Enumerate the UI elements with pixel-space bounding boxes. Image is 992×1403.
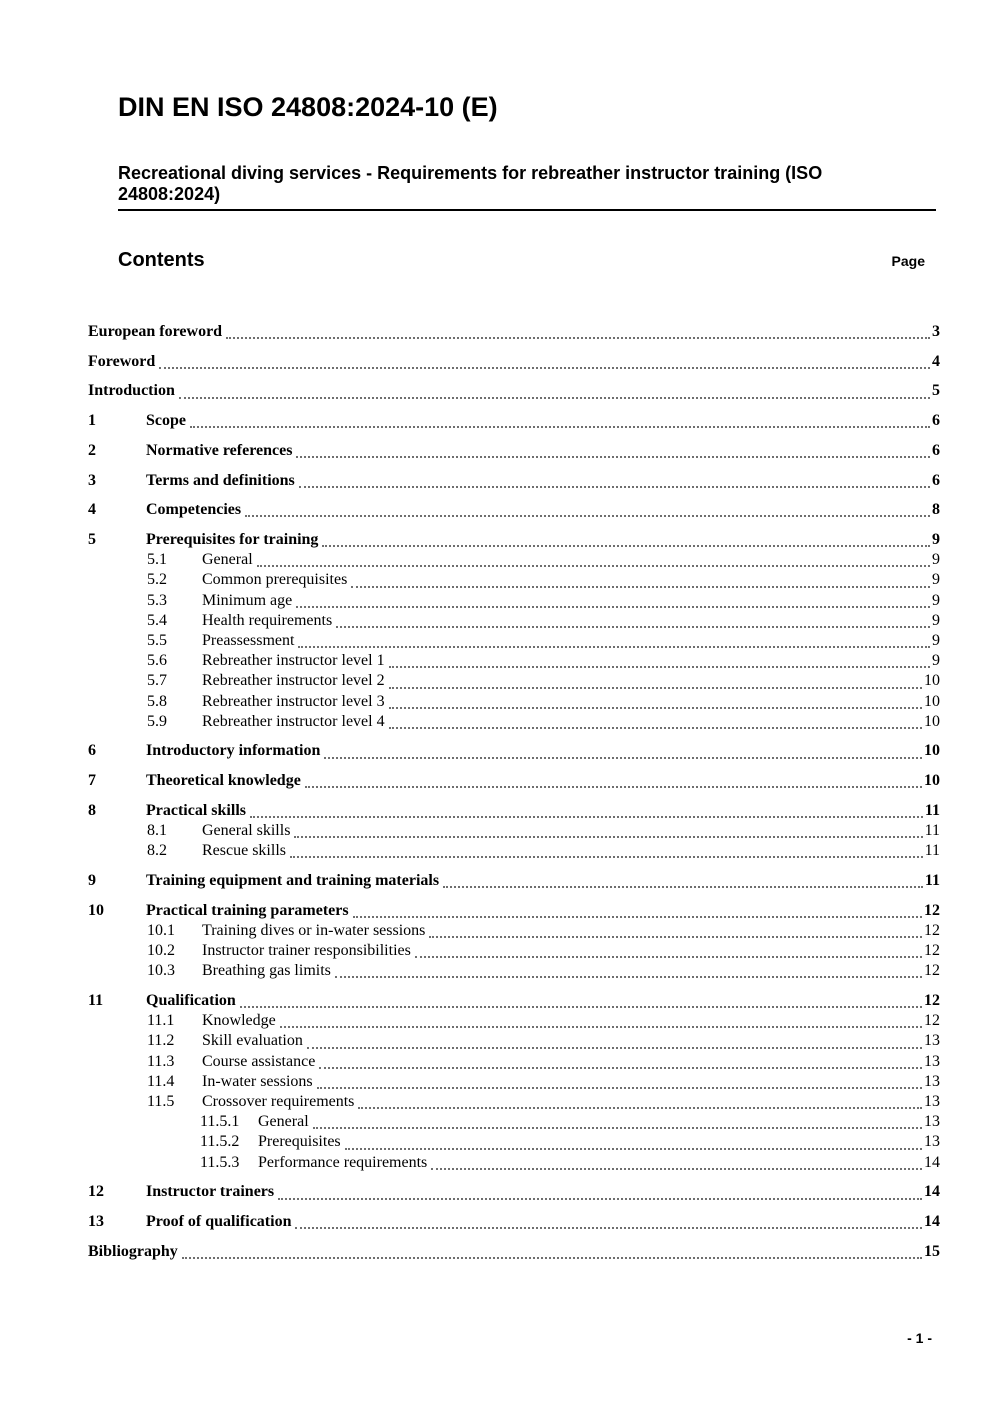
toc-entry: [88, 591, 940, 611]
toc-entry-title: Instructor trainers: [146, 1183, 275, 1201]
toc-entry-page: 10: [924, 712, 940, 730]
toc-entry-page: 13: [924, 1093, 940, 1110]
toc-entry-number: 5.7: [147, 672, 167, 690]
toc-entry-title: Normative references: [146, 441, 293, 459]
toc-entry-number: 5.6: [147, 652, 167, 670]
toc-entry-title: In-water sessions: [202, 1072, 313, 1090]
toc-entry-number: 11.5.1: [200, 1113, 240, 1131]
toc-entry: [88, 530, 940, 550]
toc-entry-title: Qualification: [146, 991, 236, 1009]
toc-entry-number: 5.9: [147, 712, 167, 730]
toc-entry-title: General: [202, 551, 253, 569]
toc-entry-page: 11: [924, 822, 940, 840]
toc-entry-title: Introduction: [88, 382, 175, 400]
toc-entry: [88, 1242, 940, 1262]
toc-entry-title: General: [258, 1113, 309, 1131]
toc-entry-title: Instructor trainer responsibilities: [202, 942, 411, 960]
toc-entry: [88, 441, 940, 461]
toc-entry-page: 12: [924, 921, 940, 939]
toc-entry-number: 2: [88, 441, 96, 459]
toc-entry-page: 6: [932, 412, 940, 430]
toc-entry-dot-leader: [431, 1168, 922, 1170]
toc-entry-page: 13: [924, 1113, 940, 1131]
toc-entry-dot-leader: [335, 976, 922, 978]
toc-entry-page: 6: [932, 471, 940, 489]
toc-entry-title: Course assistance: [202, 1052, 316, 1070]
toc-entry: [88, 821, 940, 841]
toc-entry-title: Prerequisites: [258, 1133, 341, 1151]
toc-entry-page: 6: [932, 441, 940, 459]
toc-entry: [88, 570, 940, 590]
toc-entry: [88, 692, 940, 712]
toc-entry-number: 3: [88, 471, 96, 489]
toc-entry-dot-leader: [345, 1148, 922, 1150]
toc-entry: [88, 1031, 940, 1051]
toc-entry-title: Minimum age: [202, 591, 293, 609]
toc-entry-page: 9: [932, 530, 940, 548]
toc-entry-page: 9: [932, 571, 940, 589]
toc-entry-dot-leader: [245, 515, 930, 517]
toc-entry-dot-leader: [290, 856, 923, 858]
toc-entry: [88, 921, 940, 941]
toc-entry-page: 12: [924, 942, 940, 960]
toc-entry-title: Foreword: [88, 352, 156, 370]
toc-entry-title: Breathing gas limits: [202, 962, 331, 980]
toc-entry-page: 10: [924, 672, 940, 690]
toc-entry: [88, 322, 940, 342]
page-number-footer: - 1 -: [907, 1330, 932, 1346]
toc-entry-dot-leader: [443, 886, 923, 888]
toc-entry-number: 5.4: [147, 611, 167, 629]
toc-entry-title: European foreword: [88, 323, 223, 340]
toc-entry-page: 9: [932, 591, 940, 609]
toc-entry-title: Introductory information: [146, 742, 321, 760]
toc-entry: [88, 1052, 940, 1072]
toc-entry-number: 5.5: [147, 631, 167, 649]
toc-entry-page: 12: [924, 1012, 940, 1030]
document-id-heading: DIN EN ISO 24808:2024-10 (E): [118, 92, 498, 122]
toc-entry-title: Knowledge: [202, 1012, 276, 1030]
toc-entry-page: 14: [924, 1183, 940, 1201]
toc-entry-title: Health requirements: [202, 611, 333, 629]
toc-entry-dot-leader: [296, 606, 930, 608]
toc-entry-page: 8: [932, 501, 940, 519]
toc-entry: [88, 500, 940, 520]
toc-entry-title: Practical training parameters: [146, 901, 349, 919]
toc-entry-dot-leader: [389, 707, 922, 709]
toc-entry-dot-leader: [294, 836, 922, 838]
toc-entry-number: 10.1: [147, 921, 175, 939]
toc-entry: [88, 611, 940, 631]
toc-entry: [88, 550, 940, 570]
toc-entry-title: Skill evaluation: [202, 1032, 303, 1050]
toc-entry: [88, 871, 940, 891]
toc-entry: [88, 1153, 940, 1173]
toc-entry-number: 13: [88, 1213, 104, 1231]
toc-entry-number: 10.3: [147, 962, 175, 980]
toc-entry-title: Rescue skills: [202, 842, 286, 860]
contents-heading: Contents: [118, 249, 205, 271]
toc-entry: [88, 1182, 940, 1202]
doc-title-line2: 24808:2024): [118, 183, 221, 204]
toc-entry-dot-leader: [298, 646, 930, 648]
toc-entry-page: 12: [924, 901, 940, 919]
toc-entry-dot-leader: [389, 666, 930, 668]
toc-entry-title: Preassessment: [202, 631, 295, 649]
toc-entry-title: Prerequisites for training: [146, 530, 319, 548]
toc-entry-title: Training equipment and training materials: [146, 871, 440, 889]
toc-entry: [88, 671, 940, 691]
toc-entry: [88, 631, 940, 651]
toc-entry: [88, 1112, 940, 1132]
toc-entry-dot-leader: [317, 1087, 922, 1089]
toc-entry-page: 14: [924, 1213, 940, 1231]
toc-entry: [88, 801, 940, 821]
toc-entry-page: 11: [924, 842, 940, 860]
toc-entry-page: 10: [924, 742, 940, 760]
toc-entry-page: 9: [932, 652, 940, 670]
toc-entry-page: 15: [924, 1242, 940, 1260]
toc-entry-number: 10: [88, 901, 104, 919]
toc-entry-number: 5.2: [147, 571, 167, 589]
toc-entry-title: Rebreather instructor level 4: [202, 712, 385, 730]
toc-entry-number: 5: [88, 530, 96, 548]
toc-entry-page: 11: [924, 801, 940, 819]
doc-title: [118, 163, 936, 211]
toc-entry: [88, 471, 940, 491]
toc-entry-dot-leader: [159, 367, 930, 369]
toc-entry-page: 11: [924, 871, 940, 889]
toc-entry-page: 10: [924, 692, 940, 710]
toc-entry-dot-leader: [389, 687, 922, 689]
toc-entry-number: 6: [88, 742, 96, 760]
toc-entry: [88, 961, 940, 981]
toc-entry-number: 9: [88, 871, 96, 889]
toc-entry-number: 8.1: [147, 822, 167, 840]
toc-entry-number: 11.5.2: [200, 1133, 240, 1151]
toc-entry-number: 11.1: [147, 1012, 175, 1030]
toc-entry-dot-leader: [305, 786, 922, 788]
toc-entry-number: 11.2: [147, 1032, 175, 1050]
toc-entry-title: Training dives or in-water sessions: [202, 921, 426, 939]
toc-entry-dot-leader: [226, 337, 930, 339]
toc-entry-page: 13: [924, 1133, 940, 1151]
toc-entry-dot-leader: [313, 1127, 922, 1129]
toc-list: [88, 322, 940, 1262]
toc-entry-title: Terms and definitions: [146, 471, 295, 489]
toc-entry-title: Performance requirements: [258, 1153, 428, 1171]
toc-entry: [88, 991, 940, 1011]
toc-entry-dot-leader: [336, 626, 930, 628]
toc-entry-title: Theoretical knowledge: [146, 772, 301, 790]
toc-entry-dot-leader: [429, 936, 922, 938]
toc-entry-page: 4: [932, 352, 940, 370]
toc-entry-dot-leader: [322, 545, 930, 547]
toc-entry: [88, 941, 940, 961]
toc-entry-title: Rebreather instructor level 2: [202, 672, 385, 690]
toc-entry-title: Common prerequisites: [202, 571, 348, 589]
toc-entry: [88, 651, 940, 671]
toc-entry: [88, 352, 940, 372]
toc-entry-page: 9: [932, 611, 940, 629]
toc-entry: [88, 901, 940, 921]
toc-entry-page: 10: [924, 772, 940, 790]
toc-entry-page: 9: [932, 551, 940, 569]
toc-entry-dot-leader: [351, 586, 930, 588]
toc-entry-title: Rebreather instructor level 3: [202, 692, 385, 710]
contents-header: [118, 247, 925, 273]
toc-entry-page: 5: [932, 382, 940, 400]
toc-entry-page: 9: [932, 631, 940, 649]
toc-entry-dot-leader: [278, 1198, 922, 1200]
toc-entry-dot-leader: [307, 1047, 922, 1049]
toc-entry-title: Crossover requirements: [202, 1093, 355, 1110]
toc-entry-number: 5.8: [147, 692, 167, 710]
toc-entry-title: Competencies: [146, 501, 242, 519]
toc-entry-page: 13: [924, 1032, 940, 1050]
toc-entry-dot-leader: [389, 727, 922, 729]
toc-entry-dot-leader: [280, 1026, 922, 1028]
toc-entry-dot-leader: [190, 426, 930, 428]
doc-title-line1: Recreational diving services - Requirements for rebreather instructor training (ISO: [118, 163, 823, 183]
toc-entry-dot-leader: [295, 1227, 922, 1229]
toc-entry: [88, 841, 940, 861]
toc-entry-number: 12: [88, 1183, 104, 1201]
toc-entry-dot-leader: [319, 1067, 922, 1069]
toc-entry-number: 8.2: [147, 842, 167, 860]
toc-entry-number: 7: [88, 772, 96, 790]
toc-entry-title: General skills: [202, 822, 291, 840]
toc-entry-dot-leader: [250, 816, 923, 818]
toc-entry: [88, 1011, 940, 1031]
toc-entry-dot-leader: [257, 565, 930, 567]
toc-entry-title: Scope: [146, 412, 186, 430]
toc-entry-dot-leader: [296, 456, 930, 458]
toc-entry-dot-leader: [358, 1107, 922, 1109]
toc-entry: [88, 712, 940, 732]
toc-entry: [88, 771, 940, 791]
toc-entry-number: 5.1: [147, 551, 167, 569]
toc-entry-number: 1: [88, 412, 96, 430]
toc-entry-number: 11.4: [147, 1072, 175, 1090]
toc-entry: [88, 1072, 940, 1092]
toc-entry-dot-leader: [299, 486, 930, 488]
toc-entry-number: 11.3: [147, 1052, 175, 1070]
toc-entry-number: 11.5.3: [200, 1153, 240, 1171]
toc-entry-title: Bibliography: [88, 1242, 178, 1260]
toc-entry-title: Practical skills: [146, 801, 246, 819]
toc-entry-dot-leader: [415, 956, 922, 958]
toc-entry-dot-leader: [353, 916, 922, 918]
toc-entry-number: 4: [88, 501, 96, 519]
toc-entry-number: 11.5: [147, 1093, 175, 1110]
toc-entry: [88, 1132, 940, 1152]
toc-entry: [88, 1212, 940, 1232]
toc-entry: [88, 741, 940, 761]
toc-entry-number: 8: [88, 801, 96, 819]
toc-entry: [88, 411, 940, 431]
toc-entry: [88, 381, 940, 401]
toc-entry-title: Proof of qualification: [146, 1213, 292, 1231]
toc-entry: [88, 1092, 940, 1112]
toc-entry-title: Rebreather instructor level 1: [202, 652, 385, 670]
toc-entry-page: 12: [924, 962, 940, 980]
toc-entry-page: 14: [924, 1153, 940, 1171]
toc-entry-page: 13: [924, 1072, 940, 1090]
toc-entry-page: 3: [932, 323, 940, 340]
toc-entry-number: 10.2: [147, 942, 175, 960]
toc-entry-number: 5.3: [147, 591, 167, 609]
toc-entry-dot-leader: [324, 757, 922, 759]
toc-entry-page: 13: [924, 1052, 940, 1070]
page-column-label: Page: [891, 253, 925, 269]
toc-entry-page: 12: [924, 991, 940, 1009]
toc-entry-number: 11: [88, 991, 104, 1009]
toc-entry-dot-leader: [182, 1257, 922, 1259]
toc-entry-dot-leader: [179, 397, 930, 399]
toc-entry-dot-leader: [240, 1006, 922, 1008]
